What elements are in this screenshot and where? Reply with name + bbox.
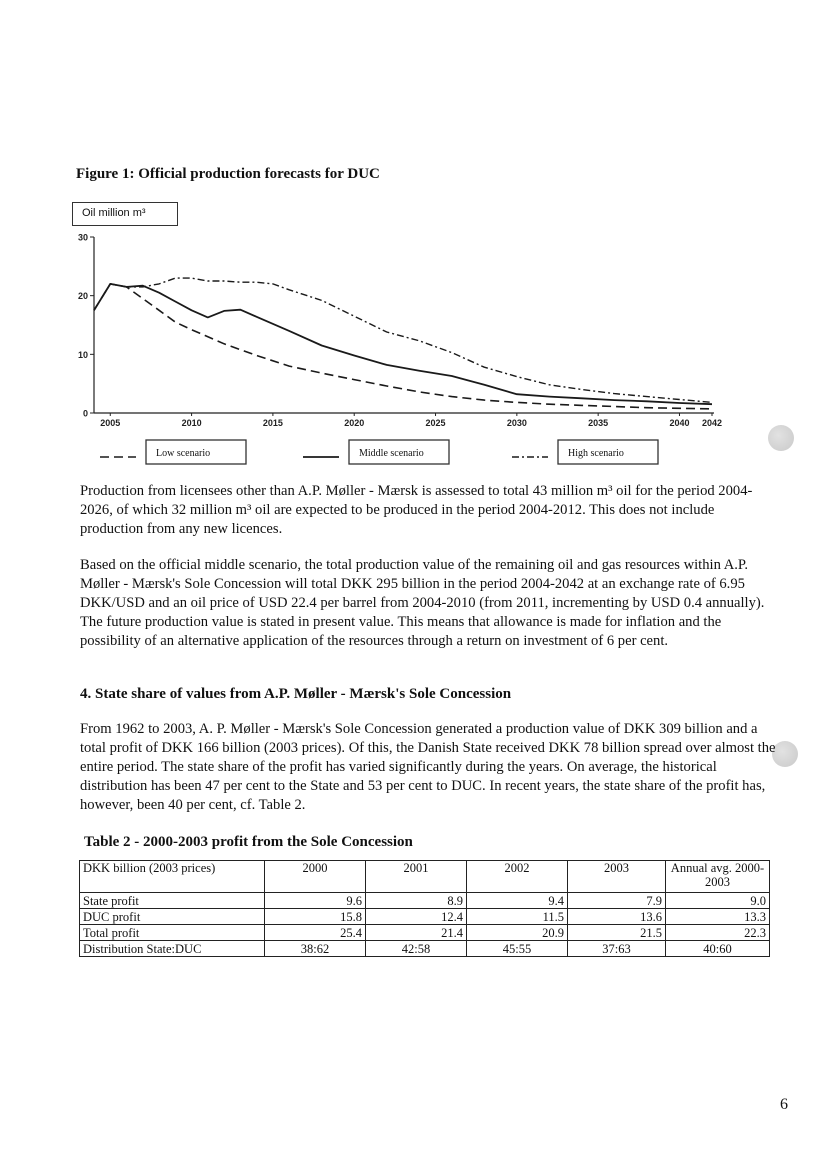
table-cell: 21.4	[366, 925, 467, 941]
table-cell: 15.8	[265, 909, 366, 925]
table-cell: 12.4	[366, 909, 467, 925]
section-heading: 4. State share of values from A.P. Møller - Mærsk's Sole Concession	[80, 686, 512, 702]
profit-table	[79, 860, 770, 957]
chart-lines	[94, 278, 712, 409]
table-cell: DUC profit	[80, 909, 265, 925]
chart-axes	[78, 233, 722, 429]
table-cell: 42:58	[366, 941, 467, 957]
legend-label: Middle scenario	[359, 448, 424, 459]
table-cell: 38:62	[265, 941, 366, 957]
paragraph-state-share: From 1962 to 2003, A. P. Møller - Mærsk's Sole Concession generated a production value of DKK 309 billion and a total profit of DKK 166 billion (2003 prices). Of this, the Danish State received DKK 78 billion spread over almost the entire period. The state share of the profit has varied significantly during the years. On average, the historical distribution has been 47 per cent to the State and 53 per cent to DUC. In recent years, the state share of the profit has, however, been 40 per cent, cf. Table 2.	[80, 721, 776, 813]
paragraph-production-value: Based on the official middle scenario, the total production value of the remaining oil and gas resources within A.P. Møller - Mærsk's Sole Concession will total DKK 295 billion in the period 2004-2042 at an exchange rate of 6.95 DKK/USD and an oil price of USD 22.4 per barrel from 2004-2010 (from 2011, incrementing by USD 0.4 annually). The future production value is stated in present value. This means that allowance is made for inflation and the possibility of an alternative application of the resources through a return on investment of 6 per cent.	[80, 557, 765, 649]
table-cell: 8.9	[366, 893, 467, 909]
table-cell: 9.4	[467, 893, 568, 909]
legend-label: Low scenario	[156, 448, 211, 459]
table-cell: 22.3	[666, 925, 770, 941]
series-line-middle-scenario	[94, 284, 712, 404]
table-cell: 7.9	[568, 893, 666, 909]
y-tick-label: 10	[77, 349, 88, 360]
page-number: 6	[780, 1096, 788, 1113]
table-header-cell: DKK billion (2003 prices)	[80, 861, 265, 893]
series-line-high-scenario	[94, 278, 712, 402]
table-header-cell: Annual avg. 2000-2003	[666, 861, 770, 893]
table-cell: Distribution State:DUC	[80, 941, 265, 957]
table-cell: Total profit	[80, 925, 265, 941]
table-row	[80, 925, 770, 941]
y-tick-label: 30	[77, 232, 88, 243]
x-tick-label: 2035	[588, 418, 609, 428]
table-cell: 13.3	[666, 909, 770, 925]
table-header-cell: 2003	[568, 861, 666, 893]
legend-label: High scenario	[568, 448, 624, 459]
x-tick-label: 2040	[669, 418, 690, 428]
x-tick-label: 2010	[181, 418, 202, 428]
table-title: Table 2 - 2000-2003 profit from the Sole Concession	[84, 834, 413, 850]
table-cell: 37:63	[568, 941, 666, 957]
table-cell: 9.6	[265, 893, 366, 909]
y-tick-label: 20	[77, 291, 88, 302]
table-cell: 13.6	[568, 909, 666, 925]
table-cell: State profit	[80, 893, 265, 909]
table-row	[80, 893, 770, 909]
table-header-cell: 2000	[265, 861, 366, 893]
x-tick-label: 2015	[262, 418, 283, 428]
x-tick-label: 2042	[701, 418, 723, 428]
scan-mark-decoration	[768, 425, 794, 451]
table-cell: 25.4	[265, 925, 366, 941]
paragraph-licensees: Production from licensees other than A.P. Møller - Mærsk is assessed to total 43 million m³ oil for the period 2004-2026, of which 32 million m³ oil are expected to be produced in the period 2004-2012. This does not include production from any new licences.	[80, 483, 753, 537]
table-cell: 20.9	[467, 925, 568, 941]
table-header-cell: 2002	[467, 861, 568, 893]
table-cell: 40:60	[666, 941, 770, 957]
y-axis-unit-label: Oil million m³	[72, 202, 178, 226]
x-tick-label: 2030	[506, 418, 527, 428]
x-tick-label: 2025	[425, 418, 446, 428]
chart-legend	[100, 440, 658, 464]
table-cell: 11.5	[467, 909, 568, 925]
x-tick-label: 2020	[344, 418, 365, 428]
table-row	[80, 909, 770, 925]
table-cell: 21.5	[568, 925, 666, 941]
production-forecast-chart	[0, 0, 828, 480]
table-header-cell: 2001	[366, 861, 467, 893]
table-cell: 45:55	[467, 941, 568, 957]
figure-title: Figure 1: Official production forecasts for DUC	[76, 166, 380, 182]
series-line-low-scenario	[94, 284, 712, 409]
y-tick-label: 0	[82, 408, 88, 419]
table-cell: 9.0	[666, 893, 770, 909]
x-tick-label: 2005	[100, 418, 121, 428]
table-header-row	[80, 861, 770, 893]
table-row	[80, 941, 770, 957]
